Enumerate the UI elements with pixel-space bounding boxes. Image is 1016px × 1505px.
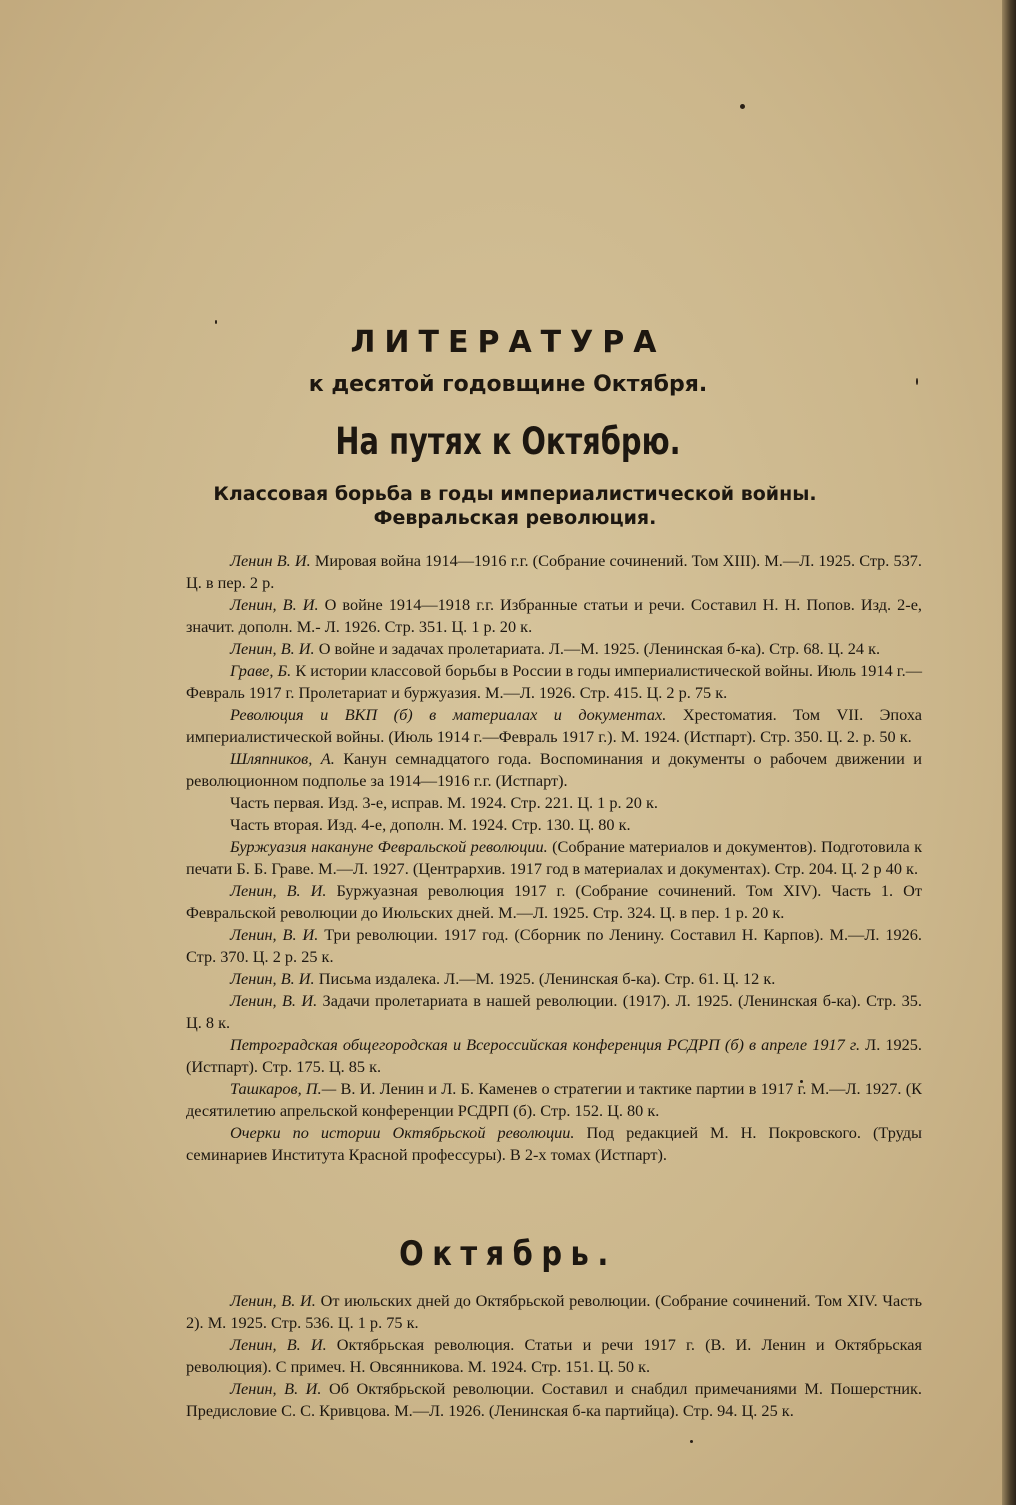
bibliography-entry: [186, 748, 922, 792]
bibliography-entry: [186, 924, 922, 968]
section-heading-path-to-october: На путях к Октябрю.: [335, 420, 681, 463]
bibliography-entry: [186, 990, 922, 1034]
entry-details: О войне 1914—1918 г.г. Избранные статьи и речи. Составил Н. Н. Попов. Изд. 2-е, значит. дополн. М.- Л. 1926. Стр. 351. Ц. 1 р. 20 к.: [186, 595, 922, 636]
paper-speck: [740, 104, 745, 109]
bibliography-entry: [186, 594, 922, 638]
entry-author: Шляпников, А.: [230, 749, 335, 768]
page-subtitle: к десятой годовщине Октября.: [308, 372, 708, 397]
entry-details: Об Октябрьской революции. Составил и снабдил примечаниями М. Пошерстник. Предисловие С. С. Кривцова. М.—Л. 1926. (Ленинская б-ка партийца). Стр. 94. Ц. 25 к.: [186, 1379, 922, 1420]
entry-author: Ленин, В. И.: [230, 1291, 316, 1310]
paper-speck: [690, 1440, 693, 1443]
entry-details: Часть первая. Изд. 3-е, исправ. М. 1924. Стр. 221. Ц. 1 р. 20 к.: [230, 793, 658, 812]
entry-author: Ленин, В. И.: [230, 881, 327, 900]
entry-details: Октябрьская революция. Статьи и речи 1917 г. (В. И. Ленин и Октябрьская революция). С примеч. Н. Овсянникова. М. 1924. Стр. 151. Ц. 50 к.: [186, 1335, 922, 1376]
entry-title: Буржуазия накануне Февральской революции.: [230, 837, 548, 856]
entry-author: Ленин, В. И.: [230, 969, 315, 988]
entry-details: К истории классовой борьбы в России в годы империалистической войны. Июль 1914 г.—Февраль 1917 г. Пролетариат и буржуазия. М.—Л. 1926. Стр. 415. Ц. 2 р. 75 к.: [186, 661, 922, 702]
entry-details: Л. 1925. (Истпарт). Стр. 175. Ц. 85 к.: [186, 1035, 922, 1076]
book-spine-shadow: [1002, 0, 1016, 1505]
entry-details: В. И. Ленин и Л. Б. Каменев о стратегии и тактике партии в 1917 г. М.—Л. 1927. (К десятилетию апрельской конференции РСДРП (б). Стр. 152. Ц. 80 к.: [186, 1079, 922, 1120]
entry-details: Часть вторая. Изд. 4-е, дополн. М. 1924. Стр. 130. Ц. 80 к.: [230, 815, 631, 834]
bibliography-list-section2: [186, 1290, 922, 1422]
bibliography-entry: [186, 1378, 922, 1422]
bibliography-entry: [186, 1078, 922, 1122]
paper-speck: [215, 320, 217, 324]
entry-author: Ленин, В. И.: [230, 639, 315, 658]
bibliography-entry: [186, 968, 922, 990]
subsection-heading-class-struggle: Классовая борьба в годы империалистической войны. Февральская революция.: [213, 483, 817, 529]
entry-details: Мировая война 1914—1916 г.г. (Собрание сочинений. Том XIII). М.—Л. 1925. Стр. 537. Ц. в пер. 2 р.: [186, 551, 922, 592]
bibliography-entry: [186, 550, 922, 594]
bibliography-entry: [186, 1290, 922, 1334]
entry-details: (Собрание материалов и документов). Подготовила к печати Б. Б. Граве. М.—Л. 1927. (Центрархив. 1917 год в материалах и документах). Стр. 204. Ц. 2 р 40 к.: [186, 837, 922, 878]
entry-author: Ленин, В. И.: [230, 1335, 327, 1354]
bibliography-entry: [186, 880, 922, 924]
bibliography-entry: [186, 638, 922, 660]
entry-details: Под редакцией М. Н. Покровского. (Труды семинариев Института Красной профессуры). В 2-х томах (Истпарт).: [186, 1123, 922, 1164]
entry-details: Три революции. 1917 год. (Сборник по Ленину. Составил Н. Карпов). М.—Л. 1926. Стр. 370. Ц. 2 р. 25 к.: [186, 925, 922, 966]
bibliography-entry: [186, 1334, 922, 1378]
bibliography-list-section1: [186, 550, 922, 1166]
entry-author: Ташкаров, П.—: [230, 1079, 337, 1098]
bibliography-entry: [186, 1034, 922, 1078]
entry-details: Задачи пролетариата в нашей революции. (1917). Л. 1925. (Ленинская б-ка). Стр. 35. Ц. 8 к.: [186, 991, 922, 1032]
entry-author: Ленин, В. И.: [230, 595, 319, 614]
section-heading-october: Октябрь.: [399, 1234, 617, 1274]
entry-details: От июльских дней до Октябрьской революции. (Собрание сочинений. Том XIV. Часть 2). М. 1925. Стр. 536. Ц. 1 р. 75 к.: [186, 1291, 923, 1332]
bibliography-entry: [186, 792, 922, 814]
entry-author: Ленин, В. И.: [230, 925, 319, 944]
bibliography-entry: [186, 814, 922, 836]
bibliography-entry: [186, 660, 922, 704]
entry-author: Ленин, В. И.: [230, 1379, 322, 1398]
entry-title: Петроградская общегородская и Всероссийская конференция РСДРП (б) в апреле 1917 г.: [230, 1035, 861, 1054]
bibliography-entry: [186, 1122, 922, 1166]
page-title: ЛИТЕРАТУРА: [350, 325, 666, 360]
bibliography-entry: [186, 836, 922, 880]
entry-author: Ленин, В. И.: [230, 991, 318, 1010]
bibliography-entry: [186, 704, 922, 748]
entry-details: Хрестоматия. Том VII. Эпоха империалистической войны. (Июль 1914 г.—Февраль 1917 г.). М. 1924. (Истпарт). Стр. 350. Ц. 2. р. 50 к.: [186, 705, 922, 746]
entry-details: Письма издалека. Л.—М. 1925. (Ленинская б-ка). Стр. 61. Ц. 12 к.: [318, 969, 776, 988]
entry-title: Очерки по истории Октябрьской революции.: [230, 1123, 575, 1142]
entry-author: Граве, Б.: [230, 661, 292, 680]
entry-title: Революция и ВКП (б) в материалах и документах.: [230, 705, 667, 724]
entry-author: Ленин В. И.: [230, 551, 311, 570]
entry-details: О войне и задачах пролетариата. Л.—М. 1925. (Ленинская б-ка). Стр. 68. Ц. 24 к.: [318, 639, 881, 658]
entry-details: Буржуазная революция 1917 г. (Собрание сочинений. Том XIV). Часть 1. От Февральской революции до Июльских дней. М.—Л. 1925. Стр. 324. Ц. в пер. 1 р. 20 к.: [186, 881, 922, 922]
entry-details: Канун семнадцатого года. Воспоминания и документы о рабочем движении и революционном подполье за 1914—1916 г.г. (Истпарт).: [186, 749, 922, 790]
